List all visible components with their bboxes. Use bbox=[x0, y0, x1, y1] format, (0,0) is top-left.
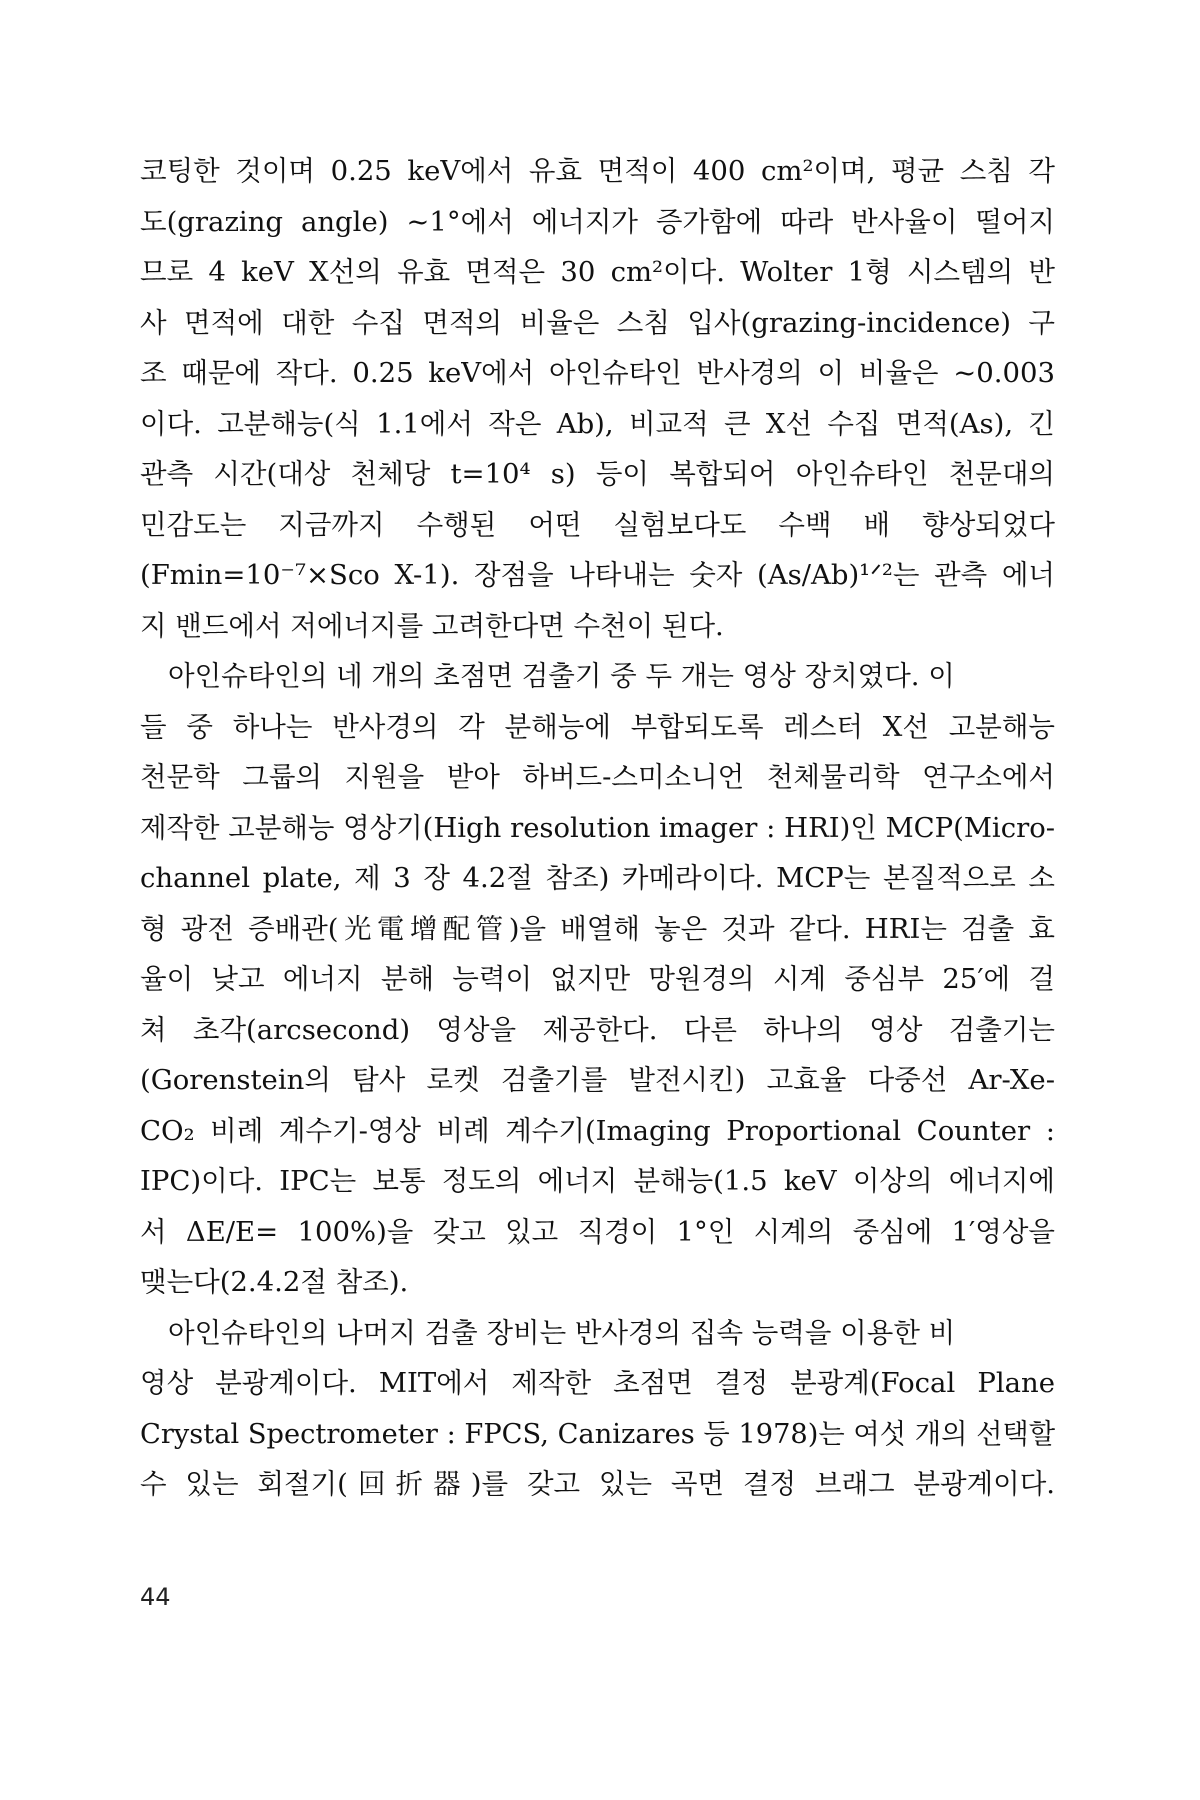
text-line bbox=[140, 550, 1055, 601]
text-line-content: 사 면적에 대한 수집 면적의 비율은 스침 입사(grazing-incidence) 구 bbox=[140, 306, 1055, 339]
text-line-content: 율이 낮고 에너지 분해 능력이 없지만 망원경의 시계 중심부 25′에 걸 bbox=[140, 963, 1055, 995]
text-line-content: 도(grazing angle) ~1°에서 에너지가 증가함에 따라 반사율이 떨어지 bbox=[140, 205, 1055, 238]
text-line-content: 천문학 그룹의 지원을 받아 하버드-스미소니언 천체물리학 연구소에서 bbox=[140, 761, 1055, 793]
text-line bbox=[140, 1459, 1055, 1510]
text-line bbox=[140, 146, 1055, 197]
text-line-content: 조 때문에 작다. 0.25 keV에서 아인슈타인 반사경의 이 비율은 ~0.003 bbox=[140, 357, 1055, 389]
text-line bbox=[140, 298, 1055, 349]
text-line-content: 코팅한 것이며 0.25 keV에서 유효 면적이 400 cm²이며, 평균 스침 각 bbox=[140, 155, 1055, 187]
text-line bbox=[140, 197, 1055, 248]
text-line-content: 쳐 초각(arcsecond) 영상을 제공한다. 다른 하나의 영상 검출기는 bbox=[140, 1013, 1055, 1046]
text-line bbox=[140, 954, 1055, 1005]
text-line-content: 영상 분광계이다. MIT에서 제작한 초점면 결정 분광계(Focal Plane bbox=[140, 1367, 1055, 1399]
text-line-content: 므로 4 keV X선의 유효 면적은 30 cm²이다. Wolter 1형 시스템의 반 bbox=[140, 256, 1055, 288]
text-line bbox=[140, 399, 1055, 450]
text-line bbox=[140, 348, 1055, 399]
text-line-content: 이다. 고분해능(식 1.1에서 작은 Ab), 비교적 큰 X선 수집 면적(As), 긴 bbox=[140, 407, 1055, 440]
text-line bbox=[140, 1308, 1055, 1359]
text-line bbox=[140, 853, 1055, 904]
text-line-content: 수 있는 회절기(回折器)를 갖고 있는 곡면 결정 브래그 분광계이다. bbox=[140, 1468, 1055, 1500]
text-line-content: (Gorenstein의 탐사 로켓 검출기를 발전시킨) 고효율 다중선 Ar-Xe- bbox=[140, 1064, 1055, 1096]
text-line-content: 민감도는 지금까지 수행된 어떤 실험보다도 수백 배 향상되었다 bbox=[140, 508, 1055, 541]
text-line bbox=[140, 651, 1055, 702]
text-line bbox=[140, 500, 1055, 551]
text-line-content: CO₂ 비례 계수기-영상 비례 계수기(Imaging Proportional Counter : bbox=[140, 1114, 1055, 1147]
text-line bbox=[140, 1055, 1055, 1106]
text-line-content: 맺는다(2.4.2절 참조). bbox=[140, 1266, 409, 1298]
text-line bbox=[140, 1409, 1055, 1460]
text-line bbox=[140, 1358, 1055, 1409]
text-line bbox=[140, 1106, 1055, 1157]
text-line bbox=[140, 449, 1055, 500]
text-line-content: 아인슈타인의 나머지 검출 장비는 반사경의 집속 능력을 이용한 비 bbox=[168, 1316, 956, 1349]
text-line-content: 아인슈타인의 네 개의 초점면 검출기 중 두 개는 영상 장치였다. 이 bbox=[168, 660, 955, 692]
text-line-content: 제작한 고분해능 영상기(High resolution imager : HRI)인 MCP(Micro- bbox=[140, 811, 1055, 844]
text-line bbox=[140, 1005, 1055, 1056]
text-line bbox=[140, 1257, 1055, 1308]
text-line bbox=[140, 247, 1055, 298]
text-line-content: 관측 시간(대상 천체당 t=10⁴ s) 등이 복합되어 아인슈타인 천문대의 bbox=[140, 458, 1055, 490]
text-line-content: channel plate, 제 3 장 4.2절 참조) 카메라이다. MCP는 본질적으로 소 bbox=[140, 862, 1055, 894]
text-line bbox=[140, 1207, 1055, 1258]
text-line bbox=[140, 752, 1055, 803]
text-line-content: 지 밴드에서 저에너지를 고려한다면 수천이 된다. bbox=[140, 609, 724, 642]
text-line-content: 들 중 하나는 반사경의 각 분해능에 부합되도록 레스터 X선 고분해능 bbox=[140, 710, 1055, 743]
text-line-content: IPC)이다. IPC는 보통 정도의 에너지 분해능(1.5 keV 이상의 에너지에 bbox=[140, 1165, 1055, 1197]
text-line-content: 형 광전 증배관(光電增配管)을 배열해 놓은 것과 같다. HRI는 검출 효 bbox=[140, 912, 1055, 945]
text-line-content: (Fmin=10⁻⁷×Sco X-1). 장점을 나타내는 숫자 (As/Ab)¹ᐟ²는 관측 에너 bbox=[140, 559, 1055, 591]
text-line bbox=[140, 904, 1055, 955]
text-line-content: 서 ΔE/E= 100%)을 갖고 있고 직경이 1°인 시계의 중심에 1′영상을 bbox=[140, 1215, 1055, 1248]
body-text bbox=[140, 146, 1055, 1510]
text-line-content: Crystal Spectrometer : FPCS, Canizares 등 1978)는 여섯 개의 선택할 bbox=[140, 1417, 1056, 1450]
text-line bbox=[140, 702, 1055, 753]
text-line bbox=[140, 601, 1055, 652]
page-number: 44 bbox=[140, 1583, 171, 1611]
text-line bbox=[140, 1156, 1055, 1207]
text-line bbox=[140, 803, 1055, 854]
